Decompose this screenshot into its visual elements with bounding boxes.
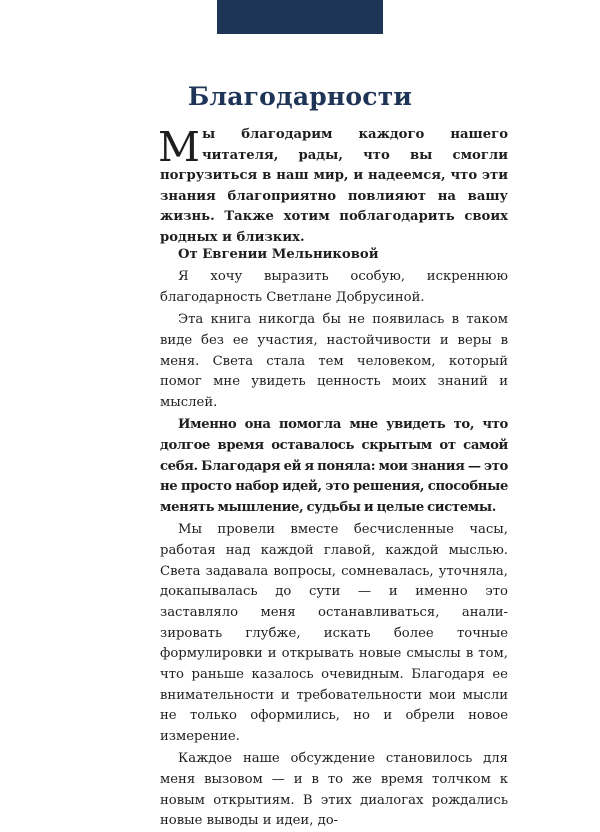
- acknowledgement-section: [160, 245, 508, 832]
- intro-text: ы благодарим каждого нашего читателя, рады, что вы смогли погрузиться в наш мир, и надеемся, что эти знания благоприятно повлияют на вашу жизнь. Также хотим поблагодарить своих родных и близких.: [160, 127, 508, 245]
- paragraph-2: Эта книга никогда бы не появилась в таком виде без ее участия, настойчивости и веры в меня. Света стала тем человеком, который помог мне увидеть ценность моих знаний и мыслей.: [160, 312, 508, 410]
- paragraph-4: Мы провели вместе бесчисленные часы, работая над каждой главой, каждой мыслью. Света задавала вопросы, сомневалась, уточняла, докапывалась до сути — и именно это заставляло меня останавливаться, анализировать глубже, искать более точные формулировки и открывать новые смыслы в том, что раньше казалось очевидным. Благодаря ее внимательности и требовательности мои мысли не только оформились, но и обрели новое измерение.: [160, 522, 508, 745]
- section-heading: От Евгении Мельниковой: [178, 247, 379, 262]
- paragraph-5: Каждое наше обсуждение становилось для меня вызовом — и в то же время толчком к новым открытиям. В этих диалогах рождались новые выводы и идеи, до-: [160, 751, 508, 829]
- paragraph-3: Именно она помогла мне увидеть то, что долгое время оставалось скрытым от самой себя. Благодаря ей я поняла: мои знания — это не просто набор идей, это решения, способные менять мышление, судьбы и целые системы.: [160, 417, 508, 515]
- page-title: Благодарности: [187, 82, 413, 111]
- header-decorative-bar: [217, 0, 383, 34]
- paragraph-1: Я хочу выразить особую, искреннюю благодарность Светлане Добрусиной.: [160, 269, 508, 305]
- intro-dropcap: М: [158, 123, 200, 171]
- intro-paragraph: [160, 125, 508, 248]
